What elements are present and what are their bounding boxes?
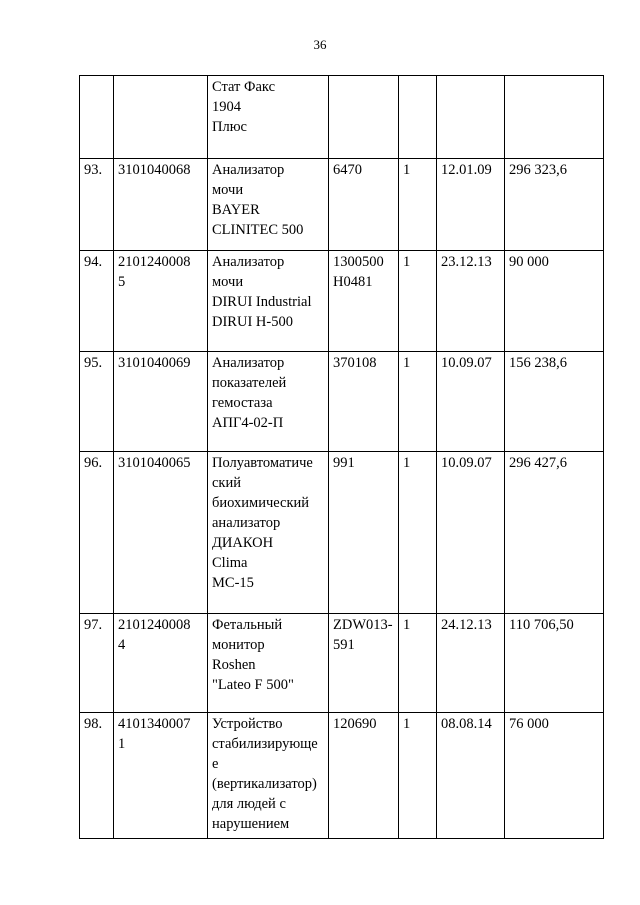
item-name: Анализатор показателей гемостаза АПГ4-02-П	[208, 352, 329, 452]
date: 12.01.09	[437, 159, 505, 251]
inventory-code: 2101240008 4	[114, 614, 208, 713]
row-number: 93.	[80, 159, 114, 251]
quantity: 1	[399, 713, 437, 839]
date	[437, 76, 505, 159]
sum: 296 323,6	[505, 159, 604, 251]
item-name: Полуавтоматиче ский биохимический анализатор ДИАКОН Clima MC-15	[208, 452, 329, 614]
sum: 90 000	[505, 251, 604, 352]
date: 23.12.13	[437, 251, 505, 352]
row-number	[80, 76, 114, 159]
inventory-code: 2101240008 5	[114, 251, 208, 352]
date: 08.08.14	[437, 713, 505, 839]
inventory-code: 3101040068	[114, 159, 208, 251]
quantity: 1	[399, 352, 437, 452]
row-number: 96.	[80, 452, 114, 614]
quantity: 1	[399, 452, 437, 614]
serial-number: 120690	[329, 713, 399, 839]
serial-number: ZDW013- 591	[329, 614, 399, 713]
table-row	[80, 159, 604, 251]
table-row	[80, 452, 604, 614]
serial-number	[329, 76, 399, 159]
row-number: 94.	[80, 251, 114, 352]
sum: 110 706,50	[505, 614, 604, 713]
table-row	[80, 352, 604, 452]
quantity	[399, 76, 437, 159]
sum: 296 427,6	[505, 452, 604, 614]
inventory-table	[79, 75, 604, 839]
serial-number: 6470	[329, 159, 399, 251]
item-name: Фетальный монитор Roshen "Lateo F 500"	[208, 614, 329, 713]
sum	[505, 76, 604, 159]
table-row	[80, 713, 604, 839]
item-name: Устройство стабилизирующе е (вертикализатор) для людей с нарушением	[208, 713, 329, 839]
inventory-code: 4101340007 1	[114, 713, 208, 839]
item-name: Анализатор мочи BAYER CLINITEC 500	[208, 159, 329, 251]
table-row	[80, 76, 604, 159]
sum: 76 000	[505, 713, 604, 839]
row-number: 95.	[80, 352, 114, 452]
sum: 156 238,6	[505, 352, 604, 452]
date: 10.09.07	[437, 452, 505, 614]
quantity: 1	[399, 614, 437, 713]
date: 10.09.07	[437, 352, 505, 452]
date: 24.12.13	[437, 614, 505, 713]
serial-number: 991	[329, 452, 399, 614]
inventory-code: 3101040069	[114, 352, 208, 452]
serial-number: 1300500 H0481	[329, 251, 399, 352]
row-number: 98.	[80, 713, 114, 839]
page-number: 36	[313, 37, 327, 52]
inventory-code	[114, 76, 208, 159]
table-row	[80, 614, 604, 713]
serial-number: 370108	[329, 352, 399, 452]
item-name: Анализатор мочи DIRUI Industrial DIRUI H-500	[208, 251, 329, 352]
row-number: 97.	[80, 614, 114, 713]
quantity: 1	[399, 251, 437, 352]
table-row	[80, 251, 604, 352]
item-name: Стат Факс 1904 Плюс	[208, 76, 329, 159]
inventory-code: 3101040065	[114, 452, 208, 614]
quantity: 1	[399, 159, 437, 251]
